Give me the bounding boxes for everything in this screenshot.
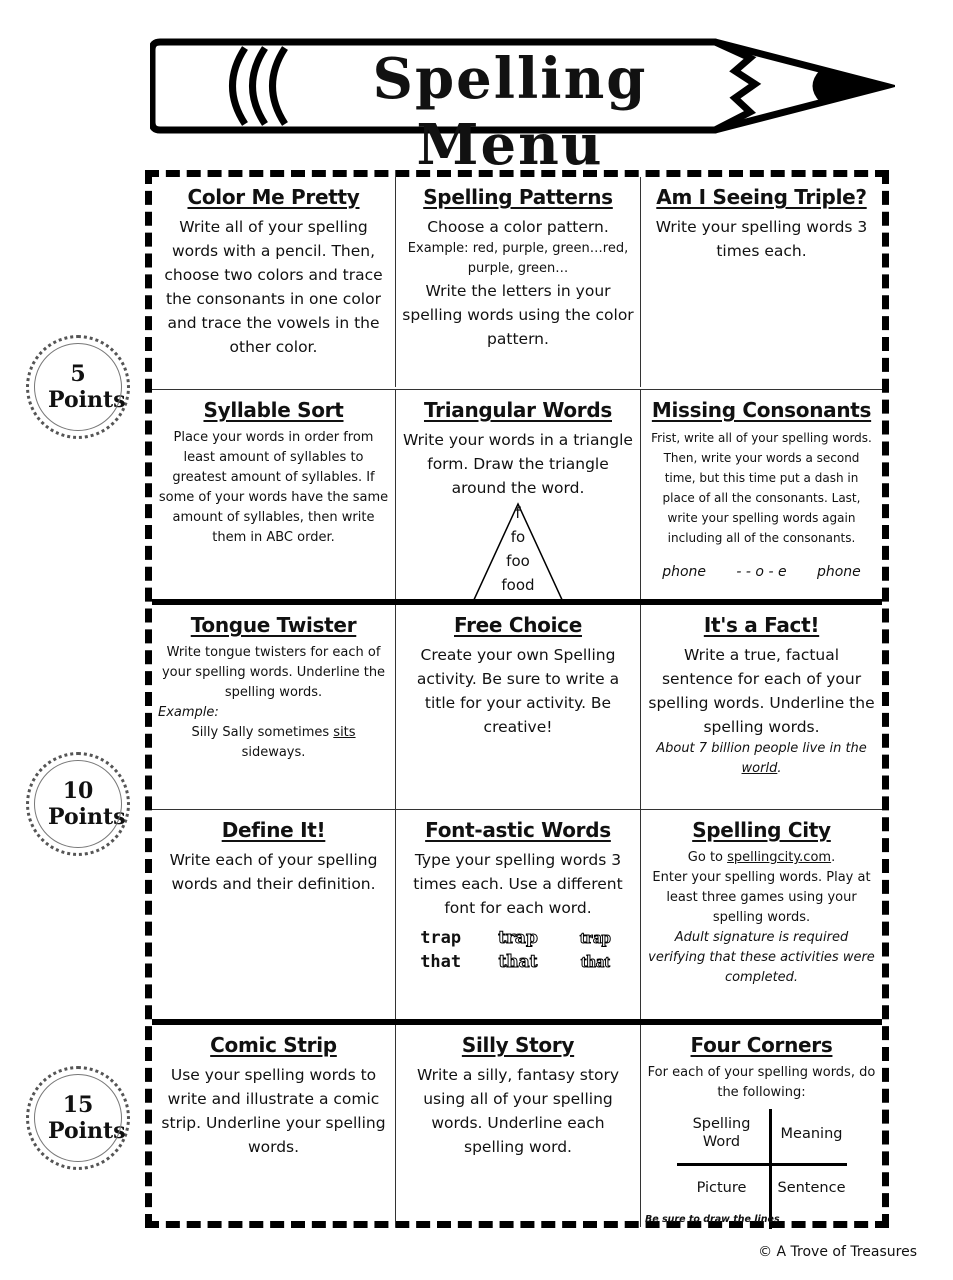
underlined-word: spellingcity.com	[727, 850, 832, 865]
corner-label: Picture	[696, 1180, 747, 1196]
activity-title: Spelling City	[692, 818, 831, 842]
activity-cell	[640, 605, 882, 815]
text: Write each of your spelling words and their definition.	[169, 851, 378, 893]
spelling-menu-grid	[145, 170, 889, 1228]
menu-row	[152, 177, 882, 387]
activity-title: Free Choice	[454, 613, 582, 637]
example-word: phone	[816, 564, 861, 580]
activity-text	[402, 215, 634, 239]
four-corners-diagram	[677, 1109, 847, 1229]
activity-text	[158, 428, 389, 548]
font-example-word: that	[498, 952, 538, 972]
activity-text	[402, 239, 634, 279]
points-label: 10 Points	[48, 778, 126, 830]
menu-row	[152, 389, 882, 600]
text: Write a true, factual sentence for each of your spelling words. Underline the spelling words.	[648, 646, 875, 736]
activity-cell	[152, 810, 395, 1020]
activity-cell	[152, 605, 395, 815]
text: Write your spelling words 3 times each.	[655, 218, 868, 260]
font-example-word: trap	[420, 928, 462, 948]
activity-cell	[640, 390, 882, 600]
text: .	[777, 761, 782, 776]
underlined-word: world	[741, 761, 778, 776]
font-example-word: trap	[498, 928, 538, 948]
menu-row	[152, 599, 882, 815]
text: Example: red, purple, green…red, purple, green…	[407, 241, 629, 276]
activity-text	[647, 739, 876, 779]
text: Write the letters in your spelling words using the color pattern.	[402, 282, 634, 348]
activity-text	[647, 643, 876, 739]
font-example-word: that	[420, 952, 462, 972]
font-example-word: trap	[579, 928, 611, 947]
corner-label: Meaning	[780, 1126, 843, 1142]
activity-title: Triangular Words	[423, 398, 612, 422]
activity-title: Syllable Sort	[203, 398, 344, 422]
text: sideways.	[241, 745, 306, 760]
activity-text	[402, 643, 634, 739]
activity-text	[402, 1063, 634, 1159]
text: Silly Sally sometimes	[191, 725, 334, 740]
text: About 7 billion people live in the	[656, 741, 867, 756]
text: Write a silly, fantasy story using all of your spelling words. Underline each spelling word.	[416, 1066, 619, 1156]
activity-cell	[640, 177, 882, 387]
activity-title: Missing Consonants	[651, 398, 872, 422]
activity-title: It's a Fact!	[703, 613, 820, 637]
points-label: 5 Points	[48, 361, 126, 413]
activity-text	[402, 279, 634, 351]
triangle-example	[470, 502, 566, 606]
text: Use your spelling words to write and illustrate a comic strip. Underline your spelling words.	[161, 1066, 386, 1156]
corner-label: Spelling Word	[692, 1116, 751, 1150]
activity-text	[402, 428, 634, 500]
activity-text	[647, 928, 876, 988]
text: Go to	[687, 850, 728, 865]
example-word: phone	[662, 564, 707, 580]
text: Example:	[158, 705, 219, 720]
activity-cell	[395, 177, 640, 387]
draw-lines-note: Be sure to draw the lines	[645, 1214, 780, 1225]
triangle-word: foo	[506, 552, 530, 570]
font-example-word: that	[580, 952, 610, 971]
text: For each of your spelling words, do the following:	[647, 1065, 876, 1100]
text: Place your words in order from least amount of syllables to greatest amount of syllables. If some of your words have the same amount of syllables, then write them in ABC order.	[158, 430, 389, 545]
example-word: - - o - e	[736, 564, 787, 580]
consonant-example	[647, 564, 876, 580]
activity-title: Spelling Patterns	[423, 185, 613, 209]
activity-cell	[152, 390, 395, 600]
activity-cell	[640, 1025, 882, 1227]
triangle-word: f	[515, 504, 521, 522]
points-label: 15 Points	[48, 1092, 126, 1144]
activity-text	[158, 848, 389, 896]
activity-text	[158, 1063, 389, 1159]
text: Write your words in a triangle form. Draw the triangle around the word.	[403, 431, 633, 497]
text: .	[831, 850, 836, 865]
text: Write tongue twisters for each of your spelling words. Underline the spelling words.	[161, 645, 386, 700]
activity-text	[647, 215, 876, 263]
activity-text	[158, 215, 389, 359]
activity-cell	[395, 1025, 640, 1227]
text: Adult signature is required verifying that these activities were completed.	[648, 930, 875, 985]
activity-text	[158, 643, 389, 703]
activity-title: Comic Strip	[210, 1033, 337, 1057]
points-badge-10	[26, 752, 130, 856]
text: Enter your spelling words. Play at least three games using your spelling words.	[652, 870, 871, 925]
activity-text	[647, 1063, 876, 1103]
activity-cell	[152, 1025, 395, 1227]
underlined-word: sits	[333, 725, 356, 740]
activity-title: Silly Story	[461, 1033, 575, 1057]
activity-cell	[395, 810, 640, 1020]
activity-cell	[640, 810, 882, 1020]
menu-row	[152, 809, 882, 1020]
activity-cell	[395, 605, 640, 815]
activity-text	[158, 703, 389, 723]
triangle-word: fo	[510, 528, 526, 546]
menu-row	[152, 1019, 882, 1227]
pencil-header	[150, 36, 895, 178]
activity-text	[647, 428, 876, 548]
corner-label: Sentence	[777, 1180, 846, 1196]
divider-line	[769, 1109, 772, 1229]
activity-title: Color Me Pretty	[187, 185, 360, 209]
activity-title: Tongue Twister	[190, 613, 357, 637]
text: Frist, write all of your spelling words. Then, write your words a second time, but this time put a dash in place of all the consonants. Last, write your spelling words again including all of the consonants.	[651, 431, 872, 545]
text: Type your spelling words 3 times each. Use a different font for each word.	[413, 851, 623, 917]
points-badge-5	[26, 335, 130, 439]
activity-cell	[152, 177, 395, 387]
font-examples	[402, 928, 634, 972]
copyright: © A Trove of Treasures	[758, 1244, 917, 1260]
divider-line	[677, 1163, 847, 1166]
activity-text	[647, 868, 876, 928]
text: Create your own Spelling activity. Be sure to write a title for your activity. Be creative!	[416, 646, 620, 736]
text: Write all of your spelling words with a pencil. Then, choose two colors and trace the consonants in one color and trace the vowels in the other color.	[164, 218, 383, 356]
page-title: Spelling Menu	[372, 46, 648, 178]
activity-text	[647, 848, 876, 868]
activity-text	[158, 723, 389, 763]
triangle-word: food	[501, 576, 535, 594]
activity-cell	[395, 390, 640, 600]
activity-title: Am I Seeing Triple?	[656, 185, 867, 209]
activity-title: Font-astic Words	[425, 818, 611, 842]
text: Choose a color pattern.	[427, 218, 609, 236]
activity-title: Four Corners	[690, 1033, 833, 1057]
points-badge-15	[26, 1066, 130, 1170]
activity-text	[402, 848, 634, 920]
activity-title: Define It!	[221, 818, 326, 842]
